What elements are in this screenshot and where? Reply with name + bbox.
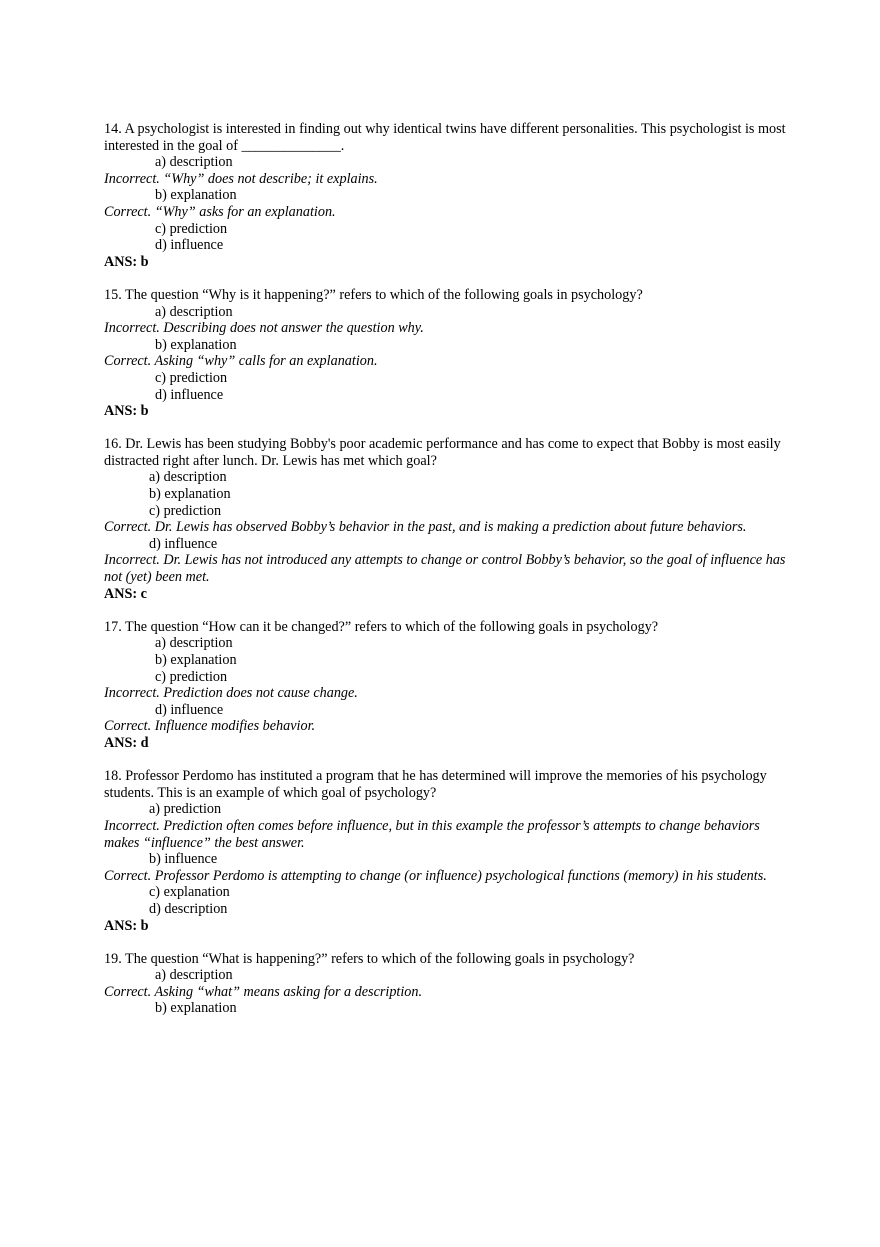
feedback-d: Correct. Influence modifies behavior. (104, 718, 316, 735)
feedback-b: Correct. Professor Perdomo is attempting to change (or influence) psychological functions (memory) in his students. (104, 867, 767, 884)
question-17 (104, 619, 794, 752)
answer-key: ANS: c (104, 585, 147, 602)
feedback-a: Incorrect. “Why” does not describe; it explains. (104, 170, 378, 187)
option-d: d) influence (155, 237, 224, 254)
feedback-b: Correct. Asking “why” calls for an explanation. (104, 353, 378, 370)
feedback-a: Incorrect. Prediction often comes before influence, but in this example the professor’s attempts to change behaviors makes “influence” the best answer. (104, 817, 760, 851)
question-stem: 14. A psychologist is interested in finding out why identical twins have different personalities. This psychologist is most interested in the goal of ______________. (104, 121, 786, 154)
option-b: b) explanation (149, 486, 231, 503)
option-a: a) description (155, 635, 233, 652)
feedback-b: Correct. “Why” asks for an explanation. (104, 203, 336, 220)
feedback-d: Incorrect. Dr. Lewis has not introduced any attempts to change or control Bobby’s behavior, so the goal of influence has not (yet) been met. (104, 552, 786, 586)
option-c: c) prediction (155, 668, 228, 685)
option-c: c) explanation (149, 884, 230, 901)
feedback-a: Correct. Asking “what” means asking for a description. (104, 983, 423, 1000)
option-a: a) prediction (149, 801, 222, 818)
question-19 (104, 951, 794, 1017)
option-b: b) influence (149, 851, 218, 868)
question-stem: 17. The question “How can it be changed?” refers to which of the following goals in psychology? (104, 618, 659, 635)
option-d: d) influence (155, 386, 224, 403)
option-b: b) explanation (155, 336, 237, 353)
answer-key: ANS: b (104, 403, 149, 420)
option-a: a) description (149, 469, 227, 486)
question-16 (104, 436, 794, 602)
option-a: a) description (155, 967, 233, 984)
question-stem: 18. Professor Perdomo has instituted a program that he has determined will improve the memories of his psychology students. This is an example of which goal of psychology? (104, 768, 767, 801)
option-b: b) explanation (155, 652, 237, 668)
question-list (104, 121, 794, 1034)
answer-key: ANS: d (104, 734, 149, 751)
feedback-c: Incorrect. Prediction does not cause change. (104, 685, 358, 702)
question-stem: 19. The question “What is happening?” refers to which of the following goals in psychology? (104, 950, 635, 967)
option-a: a) description (155, 154, 233, 171)
question-18 (104, 768, 794, 934)
question-stem: 16. Dr. Lewis has been studying Bobby's poor academic performance and has come to expect that Bobby is most easily distracted right after lunch. Dr. Lewis has met which goal? (104, 436, 781, 469)
option-d: d) influence (149, 535, 218, 552)
option-d: d) influence (155, 701, 224, 718)
question-14 (104, 121, 794, 270)
option-a: a) description (155, 303, 233, 320)
feedback-a: Incorrect. Describing does not answer the question why. (104, 320, 424, 337)
option-b: b) explanation (155, 187, 237, 204)
question-15 (104, 287, 794, 420)
option-c: c) prediction (149, 502, 222, 519)
feedback-c: Correct. Dr. Lewis has observed Bobby’s behavior in the past, and is making a prediction about future behaviors. (104, 519, 747, 536)
answer-key: ANS: b (104, 253, 149, 270)
option-d: d) description (149, 900, 228, 917)
answer-key: ANS: b (104, 917, 149, 934)
option-b: b) explanation (155, 1000, 237, 1017)
option-c: c) prediction (155, 220, 228, 237)
option-c: c) prediction (155, 369, 228, 386)
question-stem: 15. The question “Why is it happening?” refers to which of the following goals in psychology? (104, 286, 643, 303)
